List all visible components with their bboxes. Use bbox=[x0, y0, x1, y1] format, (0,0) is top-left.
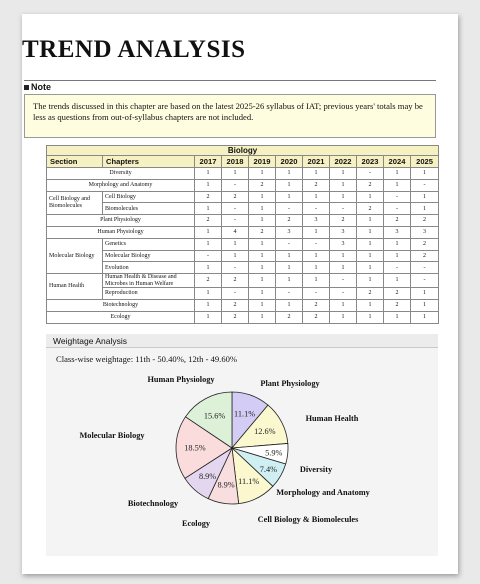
value-cell: - bbox=[276, 203, 303, 215]
chapter-cell: Morphology and Anatomy bbox=[47, 179, 195, 191]
value-cell: 2 bbox=[222, 274, 249, 288]
value-cell: - bbox=[411, 262, 439, 274]
value-cell: 1 bbox=[303, 274, 330, 288]
column-header: 2017 bbox=[195, 156, 222, 168]
chapter-cell: Evolution bbox=[103, 262, 195, 274]
value-cell: 3 bbox=[303, 215, 330, 227]
value-cell: 1 bbox=[276, 262, 303, 274]
value-cell: 3 bbox=[330, 238, 357, 250]
value-cell: 1 bbox=[249, 250, 276, 262]
chapter-cell: Cell Biology bbox=[103, 191, 195, 203]
value-cell: 1 bbox=[195, 299, 222, 311]
table-row bbox=[47, 179, 439, 191]
table-row bbox=[47, 250, 439, 262]
value-cell: 1 bbox=[330, 250, 357, 262]
value-cell: 1 bbox=[249, 203, 276, 215]
value-cell: 1 bbox=[276, 274, 303, 288]
value-cell: 1 bbox=[195, 262, 222, 274]
weightage-panel bbox=[46, 334, 438, 556]
value-cell: 1 bbox=[330, 262, 357, 274]
value-cell: - bbox=[276, 288, 303, 300]
value-cell: 1 bbox=[411, 191, 439, 203]
value-cell: 1 bbox=[303, 226, 330, 238]
value-cell: 1 bbox=[411, 203, 439, 215]
chapter-cell: Plant Physiology bbox=[47, 215, 195, 227]
value-cell: 2 bbox=[384, 288, 411, 300]
chapter-cell: Human Health & Disease and Microbes in Human Welfare bbox=[103, 274, 195, 288]
chapter-cell: Diversity bbox=[47, 168, 195, 180]
value-cell: - bbox=[330, 288, 357, 300]
column-header: 2019 bbox=[249, 156, 276, 168]
weightage-pie-chart bbox=[46, 348, 438, 556]
value-cell: 1 bbox=[276, 168, 303, 180]
value-cell: 1 bbox=[384, 168, 411, 180]
value-cell: 2 bbox=[303, 299, 330, 311]
slice-percent-label: 8.9% bbox=[198, 471, 217, 481]
value-cell: - bbox=[303, 238, 330, 250]
slice-percent-label: 7.4% bbox=[259, 464, 278, 474]
value-cell: 1 bbox=[249, 311, 276, 323]
value-cell: 2 bbox=[222, 311, 249, 323]
table-row bbox=[47, 288, 439, 300]
table-row bbox=[47, 262, 439, 274]
value-cell: 1 bbox=[357, 274, 384, 288]
value-cell: - bbox=[330, 274, 357, 288]
slice-name-label: Ecology bbox=[181, 519, 211, 528]
value-cell: 1 bbox=[330, 191, 357, 203]
value-cell: - bbox=[195, 250, 222, 262]
value-cell: - bbox=[411, 274, 439, 288]
value-cell: - bbox=[384, 203, 411, 215]
value-cell: 1 bbox=[357, 238, 384, 250]
value-cell: 1 bbox=[195, 168, 222, 180]
value-cell: 1 bbox=[357, 215, 384, 227]
slice-percent-label: 5.9% bbox=[265, 448, 283, 458]
note-box bbox=[24, 94, 436, 138]
slice-percent-label: 12.6% bbox=[254, 427, 276, 436]
value-cell: 2 bbox=[357, 288, 384, 300]
value-cell: - bbox=[222, 215, 249, 227]
value-cell: 1 bbox=[222, 250, 249, 262]
value-cell: 2 bbox=[222, 299, 249, 311]
table-row bbox=[47, 299, 439, 311]
weightage-subtitle: Class-wise weightage: 11th - 50.40%, 12th - 49.60% bbox=[56, 354, 238, 364]
value-cell: 1 bbox=[303, 191, 330, 203]
value-cell: 4 bbox=[222, 226, 249, 238]
column-header: 2018 bbox=[222, 156, 249, 168]
value-cell: 1 bbox=[411, 168, 439, 180]
value-cell: 1 bbox=[276, 191, 303, 203]
column-header: 2024 bbox=[384, 156, 411, 168]
value-cell: 3 bbox=[276, 226, 303, 238]
table-row bbox=[47, 215, 439, 227]
note-header bbox=[24, 80, 436, 94]
value-cell: 1 bbox=[357, 299, 384, 311]
value-cell: 1 bbox=[357, 226, 384, 238]
section-cell: Human Health bbox=[47, 274, 103, 300]
page-title: TREND ANALYSIS bbox=[22, 36, 246, 63]
value-cell: - bbox=[411, 179, 439, 191]
value-cell: 2 bbox=[222, 191, 249, 203]
value-cell: 1 bbox=[195, 311, 222, 323]
value-cell: 1 bbox=[384, 274, 411, 288]
value-cell: 1 bbox=[276, 179, 303, 191]
value-cell: 2 bbox=[195, 215, 222, 227]
column-header: 2021 bbox=[303, 156, 330, 168]
section-cell: Molecular Biology bbox=[47, 238, 103, 273]
value-cell: 2 bbox=[303, 311, 330, 323]
value-cell: - bbox=[303, 203, 330, 215]
value-cell: 1 bbox=[357, 262, 384, 274]
value-cell: 2 bbox=[330, 215, 357, 227]
chapter-cell: Molecular Biology bbox=[103, 250, 195, 262]
value-cell: 2 bbox=[249, 179, 276, 191]
value-cell: 1 bbox=[330, 299, 357, 311]
value-cell: 1 bbox=[249, 299, 276, 311]
value-cell: 1 bbox=[384, 250, 411, 262]
value-cell: 1 bbox=[195, 238, 222, 250]
value-cell: 1 bbox=[357, 250, 384, 262]
value-cell: 1 bbox=[249, 274, 276, 288]
column-header: 2023 bbox=[357, 156, 384, 168]
slice-name-label: Molecular Biology bbox=[79, 431, 145, 440]
value-cell: 1 bbox=[195, 179, 222, 191]
column-header: 2025 bbox=[411, 156, 439, 168]
chapter-cell: Biotechnology bbox=[47, 299, 195, 311]
note-tab bbox=[24, 82, 51, 92]
column-header: Section bbox=[47, 156, 103, 168]
value-cell: 2 bbox=[303, 179, 330, 191]
value-cell: 1 bbox=[195, 226, 222, 238]
column-header: 2020 bbox=[276, 156, 303, 168]
value-cell: 1 bbox=[411, 299, 439, 311]
note-text: The trends discussed in this chapter are based on the latest 2025-26 syllabus of IAT; previous years' totals may be less as questions from out-of-syllabus chapters are not included. bbox=[33, 101, 423, 122]
value-cell: 2 bbox=[276, 311, 303, 323]
value-cell: 2 bbox=[195, 274, 222, 288]
slice-percent-label: 11.1% bbox=[238, 477, 260, 486]
slice-name-label: Cell Biology & Biomolecules bbox=[257, 515, 359, 524]
table-row bbox=[47, 238, 439, 250]
value-cell: 1 bbox=[249, 168, 276, 180]
value-cell: 2 bbox=[411, 238, 439, 250]
value-cell: 1 bbox=[222, 168, 249, 180]
table-row bbox=[47, 274, 439, 288]
table-row bbox=[47, 311, 439, 323]
section-cell: Cell Biology and Biomolecules bbox=[47, 191, 103, 215]
value-cell: 2 bbox=[276, 215, 303, 227]
value-cell: 1 bbox=[276, 250, 303, 262]
value-cell: 1 bbox=[249, 288, 276, 300]
value-cell: 1 bbox=[330, 311, 357, 323]
table-row bbox=[47, 168, 439, 180]
trend-table-container bbox=[46, 145, 438, 324]
value-cell: 2 bbox=[411, 250, 439, 262]
value-cell: 2 bbox=[384, 299, 411, 311]
value-cell: 2 bbox=[411, 215, 439, 227]
slice-name-label: Plant Physiology bbox=[260, 379, 320, 388]
value-cell: - bbox=[384, 191, 411, 203]
value-cell: 1 bbox=[303, 262, 330, 274]
value-cell: 2 bbox=[384, 215, 411, 227]
table-row bbox=[47, 226, 439, 238]
value-cell: 1 bbox=[249, 262, 276, 274]
trend-table bbox=[46, 145, 439, 324]
value-cell: 1 bbox=[384, 179, 411, 191]
weightage-title: Weightage Analysis bbox=[46, 334, 438, 348]
value-cell: - bbox=[357, 168, 384, 180]
value-cell: 1 bbox=[303, 250, 330, 262]
slice-percent-label: 8.9% bbox=[217, 480, 235, 490]
value-cell: 2 bbox=[249, 226, 276, 238]
value-cell: 1 bbox=[330, 168, 357, 180]
value-cell: 1 bbox=[195, 203, 222, 215]
chapter-cell: Human Physiology bbox=[47, 226, 195, 238]
column-header: 2022 bbox=[330, 156, 357, 168]
slice-percent-label: 15.6% bbox=[203, 411, 226, 421]
table-row bbox=[47, 203, 439, 215]
value-cell: 1 bbox=[249, 215, 276, 227]
value-cell: 1 bbox=[411, 288, 439, 300]
slice-name-label: Morphology and Anatomy bbox=[276, 488, 370, 497]
value-cell: 1 bbox=[276, 299, 303, 311]
table-header-row bbox=[47, 156, 439, 168]
value-cell: 1 bbox=[303, 168, 330, 180]
slice-name-label: Biotechnology bbox=[127, 499, 179, 508]
table-caption: Biology bbox=[47, 146, 439, 156]
value-cell: 1 bbox=[249, 191, 276, 203]
chapter-cell: Reproduction bbox=[103, 288, 195, 300]
slice-name-label: Human Physiology bbox=[147, 375, 215, 384]
value-cell: 2 bbox=[357, 179, 384, 191]
value-cell: 1 bbox=[384, 311, 411, 323]
value-cell: 2 bbox=[195, 191, 222, 203]
table-body bbox=[47, 168, 439, 324]
slice-name-label: Human Health bbox=[305, 414, 359, 423]
value-cell: - bbox=[330, 203, 357, 215]
slice-name-label: Diversity bbox=[299, 465, 333, 474]
value-cell: - bbox=[276, 238, 303, 250]
value-cell: - bbox=[222, 179, 249, 191]
value-cell: 3 bbox=[384, 226, 411, 238]
note-label: Note bbox=[31, 82, 51, 92]
value-cell: - bbox=[303, 288, 330, 300]
value-cell: 3 bbox=[411, 226, 439, 238]
value-cell: 1 bbox=[195, 288, 222, 300]
chapter-cell: Genetics bbox=[103, 238, 195, 250]
table-row bbox=[47, 191, 439, 203]
slice-percent-label: 18.5% bbox=[184, 443, 206, 453]
value-cell: - bbox=[222, 203, 249, 215]
value-cell: 2 bbox=[357, 203, 384, 215]
value-cell: - bbox=[222, 262, 249, 274]
value-cell: 1 bbox=[249, 238, 276, 250]
value-cell: 1 bbox=[357, 191, 384, 203]
note-square-icon bbox=[24, 85, 29, 90]
value-cell: 1 bbox=[222, 238, 249, 250]
slice-percent-label: 11.1% bbox=[234, 409, 256, 419]
chapter-cell: Biomolecules bbox=[103, 203, 195, 215]
value-cell: 3 bbox=[330, 226, 357, 238]
chapter-cell: Ecology bbox=[47, 311, 195, 323]
value-cell: 1 bbox=[330, 179, 357, 191]
value-cell: 1 bbox=[357, 311, 384, 323]
value-cell: 1 bbox=[384, 238, 411, 250]
value-cell: - bbox=[384, 262, 411, 274]
value-cell: 1 bbox=[411, 311, 439, 323]
column-header: Chapters bbox=[103, 156, 195, 168]
value-cell: - bbox=[222, 288, 249, 300]
